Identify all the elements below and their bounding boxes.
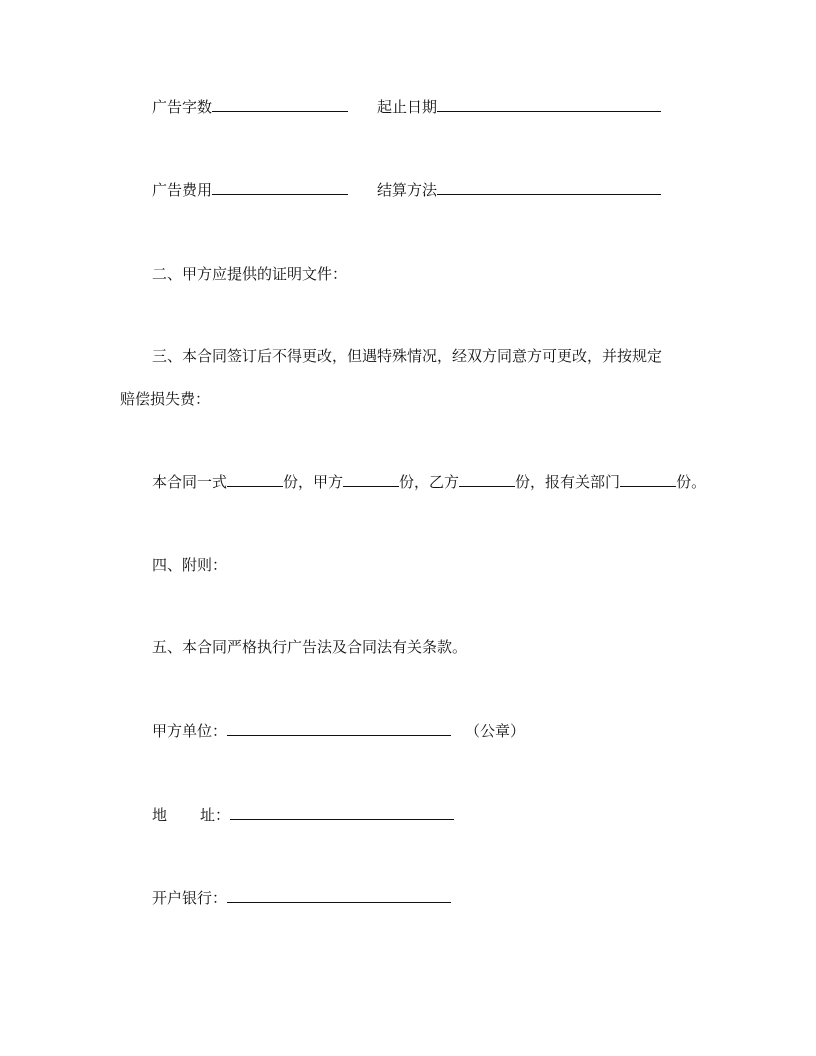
settlement-method-label: 结算方法 — [377, 181, 438, 199]
date-range-blank[interactable] — [437, 97, 661, 112]
party-a-row — [152, 721, 525, 741]
address-label-left: 地 — [152, 806, 168, 824]
party-a-blank[interactable] — [227, 721, 451, 736]
party-a-copies-blank[interactable] — [343, 472, 399, 487]
copies-text-4: 份，报有关部门 — [515, 473, 621, 491]
clause-3-line-1: 三、本合同签订后不得更改，但遇特殊情况，经双方同意方可更改，并按规定 — [152, 347, 663, 365]
ad-word-count-blank[interactable] — [212, 97, 348, 112]
ad-fee-label: 广告费用 — [152, 181, 213, 199]
date-range-label: 起止日期 — [377, 98, 438, 116]
ad-word-count-label: 广告字数 — [152, 98, 213, 116]
address-blank[interactable] — [230, 805, 454, 820]
copies-text-1: 本合同一式 — [152, 473, 228, 491]
bank-row — [152, 888, 451, 908]
address-label-right: 址： — [200, 806, 231, 824]
clause-5: 五、本合同严格执行广告法及合同法有关条款。 — [152, 638, 468, 656]
copies-row — [152, 472, 706, 492]
department-copies-blank[interactable] — [620, 472, 676, 487]
total-copies-blank[interactable] — [227, 472, 283, 487]
ad-fee-row — [152, 180, 348, 200]
copies-text-3: 份，乙方 — [399, 473, 460, 491]
date-range-row — [377, 97, 661, 117]
settlement-method-row — [377, 180, 661, 200]
address-row — [152, 805, 454, 825]
bank-label: 开户银行： — [152, 889, 228, 907]
clause-4: 四、附则： — [152, 556, 228, 574]
seal-label: （公章） — [465, 722, 526, 740]
copies-text-2: 份，甲方 — [283, 473, 344, 491]
party-b-copies-blank[interactable] — [459, 472, 515, 487]
settlement-method-blank[interactable] — [437, 180, 661, 195]
clause-2: 二、甲方应提供的证明文件： — [152, 265, 348, 283]
bank-blank[interactable] — [227, 888, 451, 903]
clause-3-line-2: 赔偿损失费： — [120, 390, 211, 408]
ad-word-count-row — [152, 97, 348, 117]
ad-fee-blank[interactable] — [212, 180, 348, 195]
party-a-label: 甲方单位： — [152, 722, 228, 740]
copies-text-5: 份。 — [676, 473, 707, 491]
